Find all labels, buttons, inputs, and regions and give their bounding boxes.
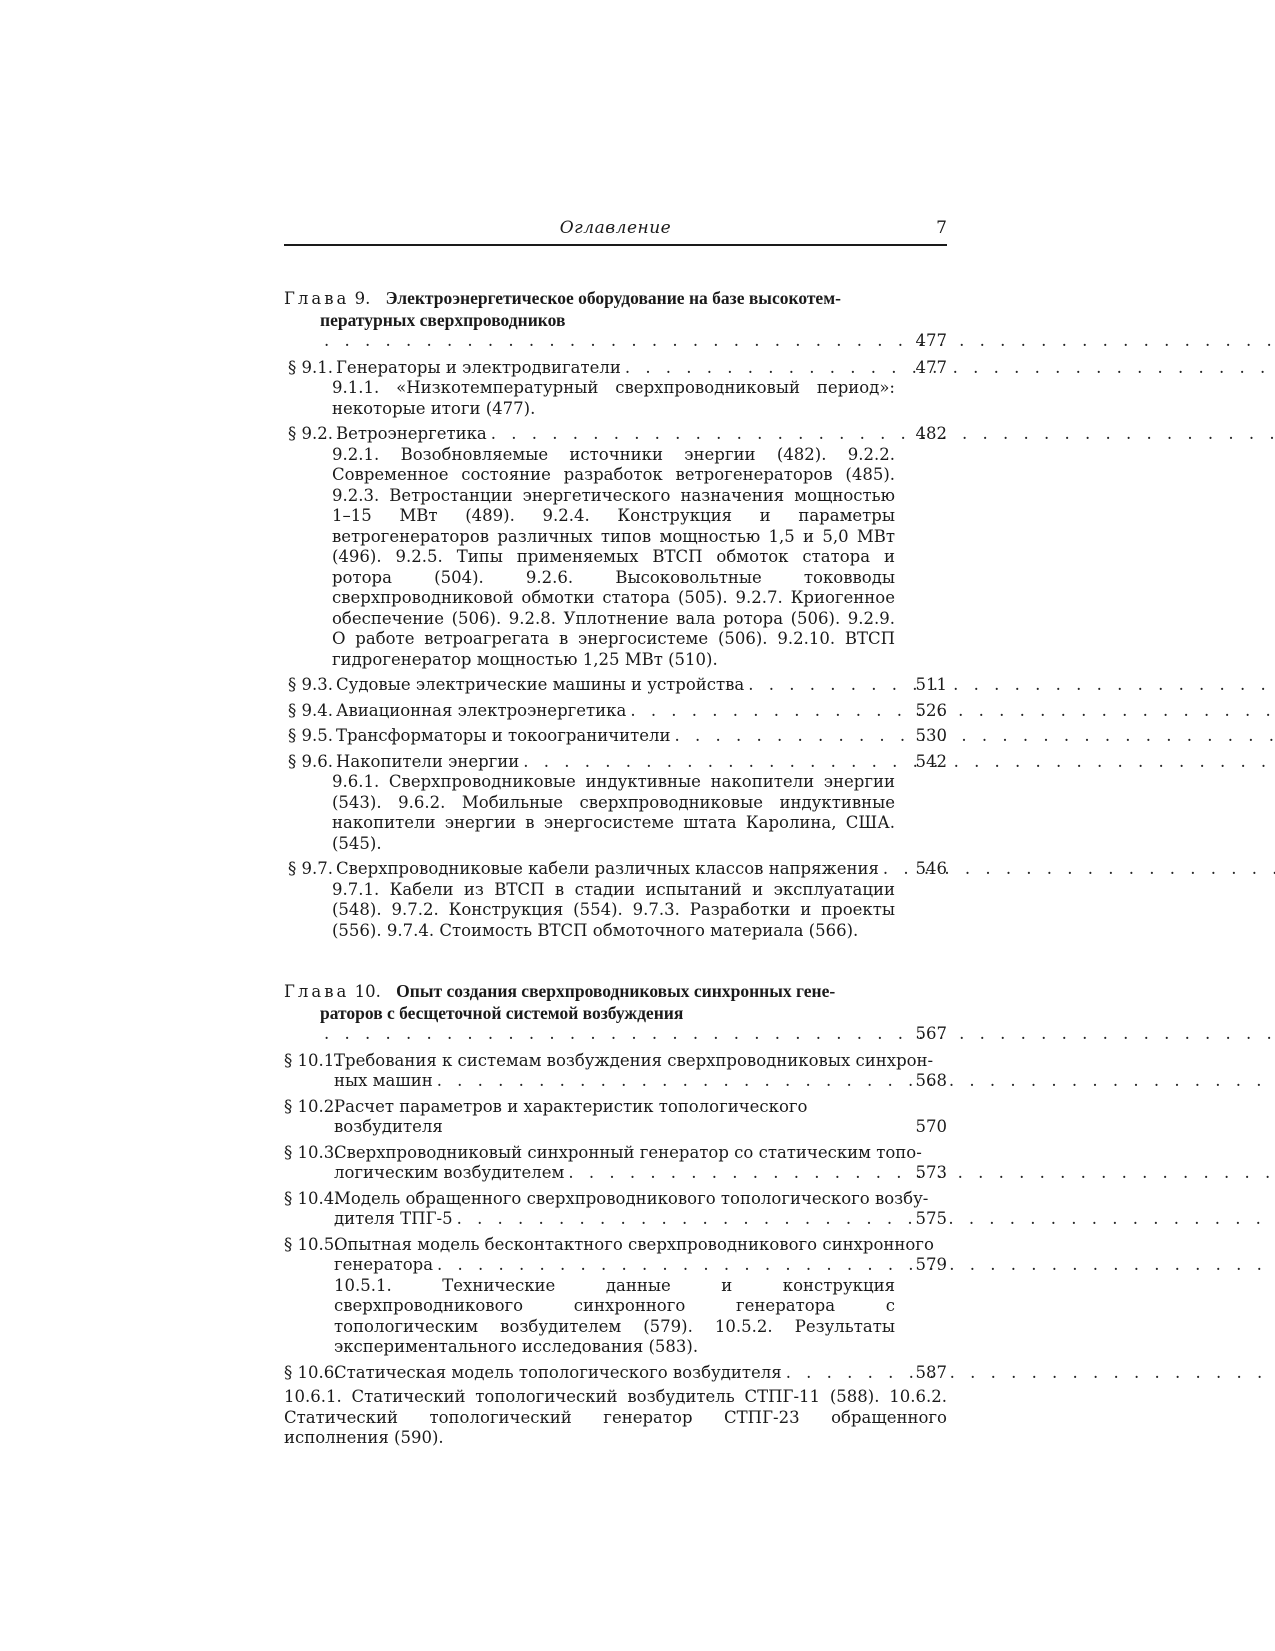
toc-section-9-6 <box>284 752 947 855</box>
section-label: § 9.5. <box>288 726 333 745</box>
section-page: 546 <box>915 859 947 878</box>
section-label: § 10.6. <box>284 1362 340 1382</box>
section-label: § 10.5. <box>284 1234 340 1254</box>
leader-dots <box>437 1255 1275 1276</box>
toc-section-10-5 <box>284 1235 947 1358</box>
subsections: 10.6.1. Статический топологический возбудитель СТПГ-11 (588). 10.6.2. Статический топологический генератор СТПГ-23 обращенного исполнения (590). <box>284 1387 947 1447</box>
toc-section-10-4 <box>284 1189 947 1230</box>
section-label: § 9.1. <box>288 357 333 377</box>
section-page: 568 <box>915 1071 947 1090</box>
section-title-line1: Модель обращенного сверхпроводникового топологического возбу- <box>334 1188 929 1208</box>
toc-section-9-4 <box>284 701 947 722</box>
section-label: § 9.7. <box>288 859 333 878</box>
leader-dots <box>786 1363 1275 1384</box>
section-page: 526 <box>915 700 947 720</box>
leader-dots <box>324 1024 1275 1043</box>
subsections: 9.7.1. Кабели из ВТСП в стадии испытаний и эксплуатации (548). 9.7.2. Конструкция (554). 9.7.3. Разработки и проекты (556). 9.7.4. Стоимость ВТСП обмоточного материала (566). <box>332 879 895 940</box>
section-page: 570 <box>915 1117 947 1136</box>
chapter-10 <box>284 981 947 1449</box>
chapter-title-line2: раторов с бесщеточной системой возбуждения <box>320 1002 684 1023</box>
leader-dots <box>630 701 1275 722</box>
section-label: § 9.2. <box>288 424 333 443</box>
section-page: 530 <box>915 726 947 745</box>
section-title-line2: генератора <box>334 1255 434 1274</box>
leader-dots <box>625 358 1275 379</box>
section-page: 573 <box>915 1163 947 1182</box>
toc-section-9-3 <box>284 675 947 696</box>
section-label: § 10.3. <box>284 1142 340 1162</box>
leader-dots <box>748 675 1275 696</box>
section-title: Судовые электрические машины и устройства <box>336 675 745 694</box>
book-page <box>284 0 947 1651</box>
toc-section-9-7 <box>284 859 947 941</box>
section-page: 477 <box>915 357 947 377</box>
leader-dots <box>324 331 1275 350</box>
section-page: 482 <box>915 424 947 443</box>
section-title-line1: Сверхпроводниковый синхронный генератор со статическим топо- <box>334 1142 922 1162</box>
subsections: 9.2.1. Возобновляемые источники энергии (482). 9.2.2. Современное состояние разработок ветрогенераторов (485). 9.2.3. Ветростанции энергетического назначения мощностью 1–15 МВт (489). 9.2.4. Конструкция и параметры ветрогенераторов различных типов мощностью 1,5 и 5,0 МВт (496). 9.2.5. Типы применяемых ВТСП обмоток статора и ротора (504). 9.2.6. Высоковольтные токовводы сверхпроводниковой обмотки статора (505). 9.2.7. Криогенное обеспечение (506). 9.2.8. Уплотнение вала ротора (506). 9.2.9. О работе ветроагрегата в энергосистеме (506). 9.2.10. ВТСП гидрогенератор мощностью 1,25 МВт (510). <box>332 444 895 669</box>
leader-dots <box>675 726 1275 747</box>
section-title-line1: Требования к системам возбуждения сверхпроводниковых синхрон- <box>334 1050 934 1070</box>
toc-section-10-3 <box>284 1143 947 1184</box>
section-page: 579 <box>915 1255 947 1274</box>
section-title-line2: дителя ТПГ-5 <box>334 1209 453 1228</box>
chapter-title-line2: пературных сверхпроводников <box>320 309 566 330</box>
header-page-number: 7 <box>936 218 947 238</box>
section-title: Расчет параметров и характеристик топологического возбудителя <box>334 1096 808 1136</box>
section-title: Трансформаторы и токоограничители <box>336 726 671 745</box>
toc-section-9-5 <box>284 726 947 747</box>
chapter-page: 477 <box>915 331 947 350</box>
leader-dots <box>523 752 1275 773</box>
section-page: 542 <box>915 751 947 771</box>
toc-section-9-2 <box>284 424 947 670</box>
leader-dots <box>457 1209 1275 1230</box>
section-page: 511 <box>915 675 947 694</box>
section-label: § 9.4. <box>288 700 333 720</box>
section-label: § 10.2. <box>284 1096 340 1116</box>
toc-section-9-1 <box>284 358 947 420</box>
chapter-9-heading <box>284 288 947 352</box>
subsections: 9.6.1. Сверхпроводниковые индуктивные накопители энергии (543). 9.6.2. Мобильные сверхпроводниковые индуктивные накопители энергии в энергосистеме штата Каролина, США. (545). <box>332 772 895 853</box>
chapter-page: 567 <box>915 1024 947 1043</box>
section-title: Ветроэнергетика <box>336 424 487 443</box>
section-title-line2: ных машин <box>334 1071 433 1090</box>
section-label: § 9.6. <box>288 751 333 771</box>
section-page: 587 <box>915 1362 947 1382</box>
section-title-line2: логическим возбудителем <box>334 1163 565 1182</box>
section-title-line1: Опытная модель бесконтактного сверхпроводникового синхронного <box>334 1234 934 1254</box>
section-page: 575 <box>915 1209 947 1228</box>
running-header <box>284 216 947 246</box>
chapter-label: Глава <box>284 289 350 308</box>
section-title: Авиационная электроэнергетика <box>336 700 627 720</box>
chapter-label: Глава <box>284 982 350 1001</box>
section-label: § 10.1. <box>284 1050 340 1070</box>
subsections: 10.5.1. Технические данные и конструкция сверхпроводникового синхронного генератора с топологическим возбудителем (579). 10.5.2. Результаты экспериментального исследования (583). <box>334 1275 895 1356</box>
subsections: 9.1.1. «Низкотемпературный сверхпроводниковый период»: некоторые итоги (477). <box>332 378 895 418</box>
section-title: Накопители энергии <box>336 751 520 771</box>
chapter-title-line1: Электроэнергетическое оборудование на базе высокотем- <box>385 288 841 308</box>
toc-section-10-2 <box>284 1097 947 1138</box>
section-label: § 9.3. <box>288 675 333 694</box>
chapter-9 <box>284 288 947 941</box>
chapter-10-heading <box>284 981 947 1045</box>
table-of-contents <box>284 288 947 1454</box>
leader-dots <box>491 424 1275 445</box>
leader-dots <box>437 1071 1275 1092</box>
section-title: Сверхпроводниковые кабели различных классов напряжения <box>336 859 879 878</box>
toc-section-10-6 <box>284 1363 947 1449</box>
chapter-title-line1: Опыт создания сверхпроводниковых синхронных гене- <box>396 981 836 1001</box>
section-title: Статическая модель топологического возбудителя <box>334 1362 782 1382</box>
section-label: § 10.4. <box>284 1188 340 1208</box>
chapter-number: 9. <box>354 289 371 308</box>
chapter-number: 10. <box>354 982 381 1001</box>
section-title: Генераторы и электродвигатели <box>336 357 621 377</box>
header-title: Оглавление <box>559 218 672 238</box>
toc-section-10-1 <box>284 1051 947 1092</box>
